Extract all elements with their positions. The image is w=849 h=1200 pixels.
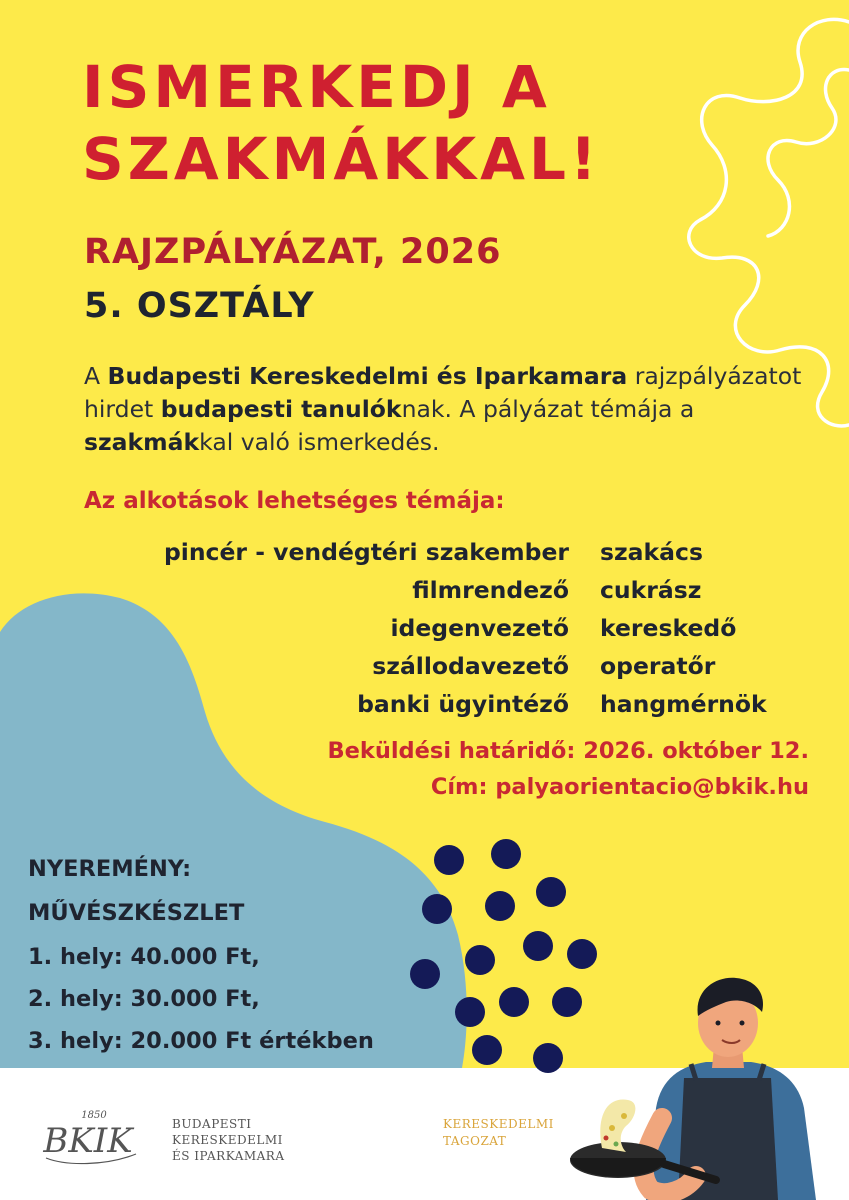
intro-paragraph (84, 360, 804, 459)
theme-item: filmrendező (412, 576, 569, 604)
bkik-logo-icon (36, 1104, 146, 1174)
themes-list-right (600, 533, 767, 723)
intro-students: budapesti tanulók (160, 395, 402, 423)
prize-heading: NYEREMÉNY: (28, 856, 192, 882)
org-line: BUDAPESTI (172, 1117, 252, 1131)
intro-text-3: nak. A pályázat témája a (401, 395, 695, 423)
intro-text-4: kal való ismerkedés. (199, 428, 440, 456)
prize-second: 2. hely: 30.000 Ft, (28, 986, 260, 1012)
grade-subtitle: 5. OSZTÁLY (84, 286, 315, 326)
competition-subtitle: RAJZPÁLYÁZAT, 2026 (84, 232, 502, 272)
logo-year: 1850 (81, 1110, 107, 1121)
dept-line: TAGOZAT (443, 1134, 507, 1148)
logo-mark: BKIK (43, 1121, 133, 1161)
main-title-line2: SZAKMÁKKAL! (82, 125, 601, 193)
intro-trades: szakmák (84, 428, 200, 456)
main-title-line1: ISMERKEDJ A (82, 53, 551, 121)
themes-heading: Az alkotások lehetséges témája: (84, 488, 505, 514)
org-line: KERESKEDELMI (172, 1133, 283, 1147)
intro-text-1: A (84, 362, 108, 390)
theme-item: hangmérnök (600, 690, 767, 718)
theme-item: banki ügyintéző (357, 690, 569, 718)
intro-text-2: rajzpályázatot hirdet (84, 362, 802, 423)
org-line: ÉS IPARKAMARA (172, 1149, 285, 1163)
intro-org: Budapesti Kereskedelmi és Iparkamara (107, 362, 628, 390)
theme-item: szállodavezető (372, 652, 569, 680)
chef-illustration-icon (566, 968, 849, 1200)
theme-item: cukrász (600, 576, 702, 604)
theme-item: operatőr (600, 652, 716, 680)
prize-first: 1. hely: 40.000 Ft, (28, 944, 260, 970)
footer-org-name (172, 1116, 285, 1164)
email-address[interactable]: Cím: palyaorientacio@bkik.hu (430, 774, 809, 800)
themes-list-left (164, 533, 569, 723)
deadline-text: Beküldési határidő: 2026. október 12. (327, 738, 809, 764)
theme-item: szakács (600, 538, 703, 566)
theme-item: idegenvezető (390, 614, 569, 642)
prize-third: 3. hely: 20.000 Ft értékben (28, 1028, 374, 1054)
footer-department (443, 1116, 554, 1150)
theme-item: kereskedő (600, 614, 737, 642)
theme-item: pincér - vendégtéri szakember (163, 538, 569, 566)
prize-type: MŰVÉSZKÉSZLET (28, 900, 245, 926)
dept-line: KERESKEDELMI (443, 1117, 554, 1131)
